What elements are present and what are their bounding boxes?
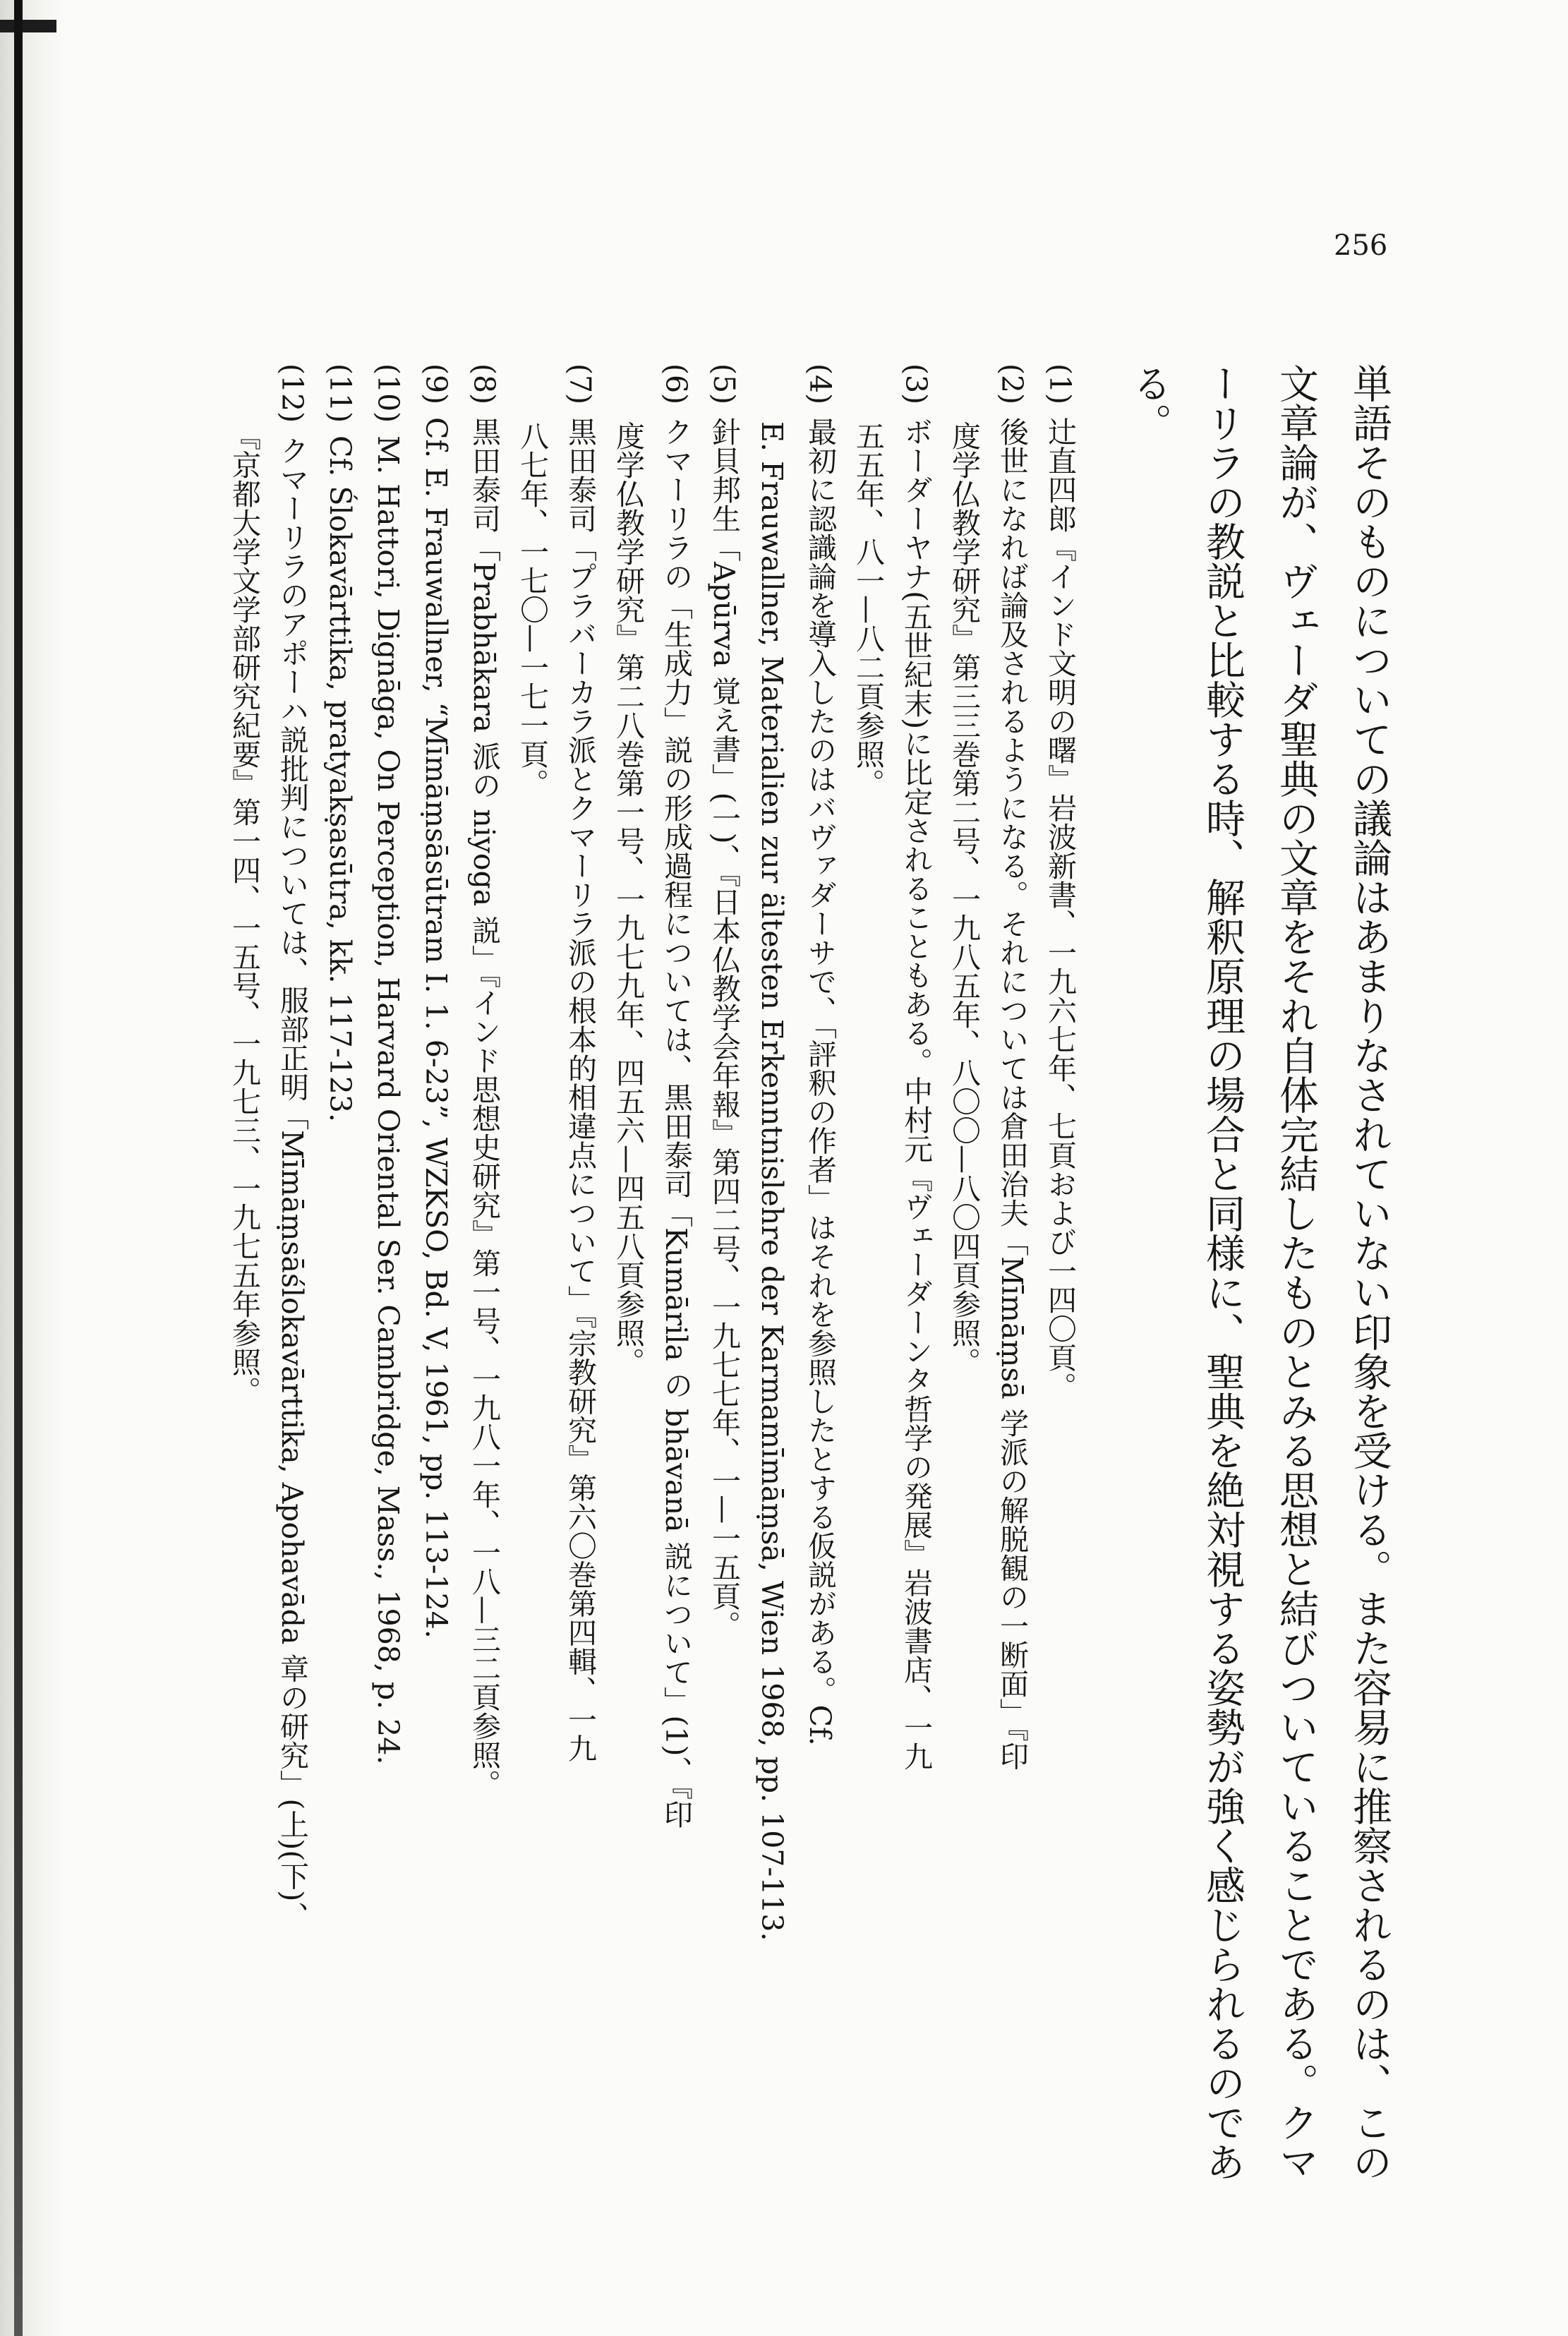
note-text: 黒田泰司「Prabhākara 派の niyoga 説」『インド思想史研究』第一号、一九八一年、一八—三二頁参照。 xyxy=(467,417,501,1798)
note-number: (9) xyxy=(419,363,453,405)
note-number: (5) xyxy=(707,363,741,405)
note-text: Cf. E. Frauwallner, “Mīmāṃsāsūtram I. 1. 6-23”, WZKSO, Bd. V, 1961, pp. 113-124. xyxy=(419,417,453,1639)
note-6 xyxy=(652,363,700,2269)
note-text: M. Hattori, Dignāga, On Perception, Harvard Oriental Ser. Cambridge, Mass., 1968, p. 24. xyxy=(371,435,405,1765)
note-number: (11) xyxy=(323,363,357,423)
note-7 xyxy=(556,363,604,2269)
note-8 xyxy=(460,363,508,2269)
note-text: ボーダーヤナ(五世紀末)に比定されることもある。中村元『ヴェーダーンタ哲学の発展』岩波書店、一九 xyxy=(899,417,933,1771)
note-continuation: 八七年、一七〇—一七一頁。 xyxy=(515,421,549,797)
note-continuation: E. Frauwallner, Materialien zur ältesten Erkenntnislehre der Karmamīmāṃsā, Wien 1968, pp. 107-113. xyxy=(755,421,789,1941)
note-text: 黒田泰司「プラバーカラ派とクマーリラ派の根本的相違点について」『宗教研究』第六〇巻第四輯、一九 xyxy=(563,417,597,1763)
note-continuation: 度学仏教学研究』第三三巻第二号、一九八五年、八〇〇—八〇四頁参照。 xyxy=(947,421,981,1376)
note-continuation: 『京都大学文学部研究紀要』第一四、一五号、一九七三、一九七五年参照。 xyxy=(227,421,261,1405)
note-number: (7) xyxy=(563,363,597,405)
page-number: 256 xyxy=(1334,229,1388,262)
note-text: クマーリラの「生成力」説の形成過程については、黒田泰司「Kumārila の bhāvanā 説について」(1)、『印 xyxy=(659,417,693,1829)
binding-line xyxy=(14,0,23,2336)
note-number: (10) xyxy=(371,363,405,423)
note-number: (3) xyxy=(899,363,933,405)
body-line: 単語そのものについての議論はあまりなされていない印象を受ける。また容易に推察されるのは、この xyxy=(1346,363,1392,2181)
note-text: 辻直四郎『インド文明の曙』岩波新書、一九六七年、七頁および一四〇頁。 xyxy=(1043,417,1077,1402)
note-text: 針貝邦生「Apūrva 覚え書」(一)、『日本仏教学会年報』第四二号、一九七七年、一—一五頁。 xyxy=(707,417,741,1640)
note-3 xyxy=(892,363,940,2269)
note-number: (1) xyxy=(1043,363,1077,405)
note-2 xyxy=(988,363,1036,2269)
body-line: ーリラの教説と比較する時、解釈原理の場合と同様に、聖典を絶対視する姿勢が強く感じられるのであ xyxy=(1200,363,1246,2181)
section-gap xyxy=(1084,363,1112,2269)
note-continuation: 五五年、八一—八二頁参照。 xyxy=(851,421,885,797)
note-text: 後世になれば論及されるようになる。それについては倉田治夫「Mīmāṃsā 学派の解脱観の一断面」『印 xyxy=(995,417,1029,1771)
note-9 xyxy=(412,363,460,2269)
body-line: 文章論が、ヴェーダ聖典の文章をそれ自体完結したものとみる思想と結びついていることである。クマ xyxy=(1273,363,1319,2181)
note-1 xyxy=(1036,363,1084,2269)
note-number: (12) xyxy=(275,363,309,423)
note-12 xyxy=(268,363,316,2269)
note-5 xyxy=(700,363,748,2269)
note-number: (2) xyxy=(995,363,1029,405)
note-4 xyxy=(796,363,844,2269)
vertical-text-block xyxy=(220,363,1406,2269)
note-11 xyxy=(316,363,364,2269)
note-number: (6) xyxy=(659,363,693,405)
note-text: クマーリラのアポーハ説批判については、服部正明「Mīmāṃsāślokavārttika, Apohavāda 章の研究」(上)(下)、 xyxy=(275,435,309,1931)
page-edge-shadow xyxy=(0,0,67,2336)
binding-mark xyxy=(0,20,56,32)
note-number: (8) xyxy=(467,363,501,405)
note-text: Cf. Ślokavārttika, pratyakṣasūtra, kk. 117-123. xyxy=(323,435,357,1123)
note-text: 最初に認識論を導入したのはバヴァダーサで、「評釈の作者」はそれを参照したとする仮説がある。Cf. xyxy=(803,417,837,1746)
note-number: (4) xyxy=(803,363,837,405)
note-continuation: 度学仏教学研究』第二八巻第一号、一九七九年、四五六—四五八頁参照。 xyxy=(611,421,645,1376)
note-10 xyxy=(364,363,412,2269)
body-line: る。 xyxy=(1126,363,1172,442)
